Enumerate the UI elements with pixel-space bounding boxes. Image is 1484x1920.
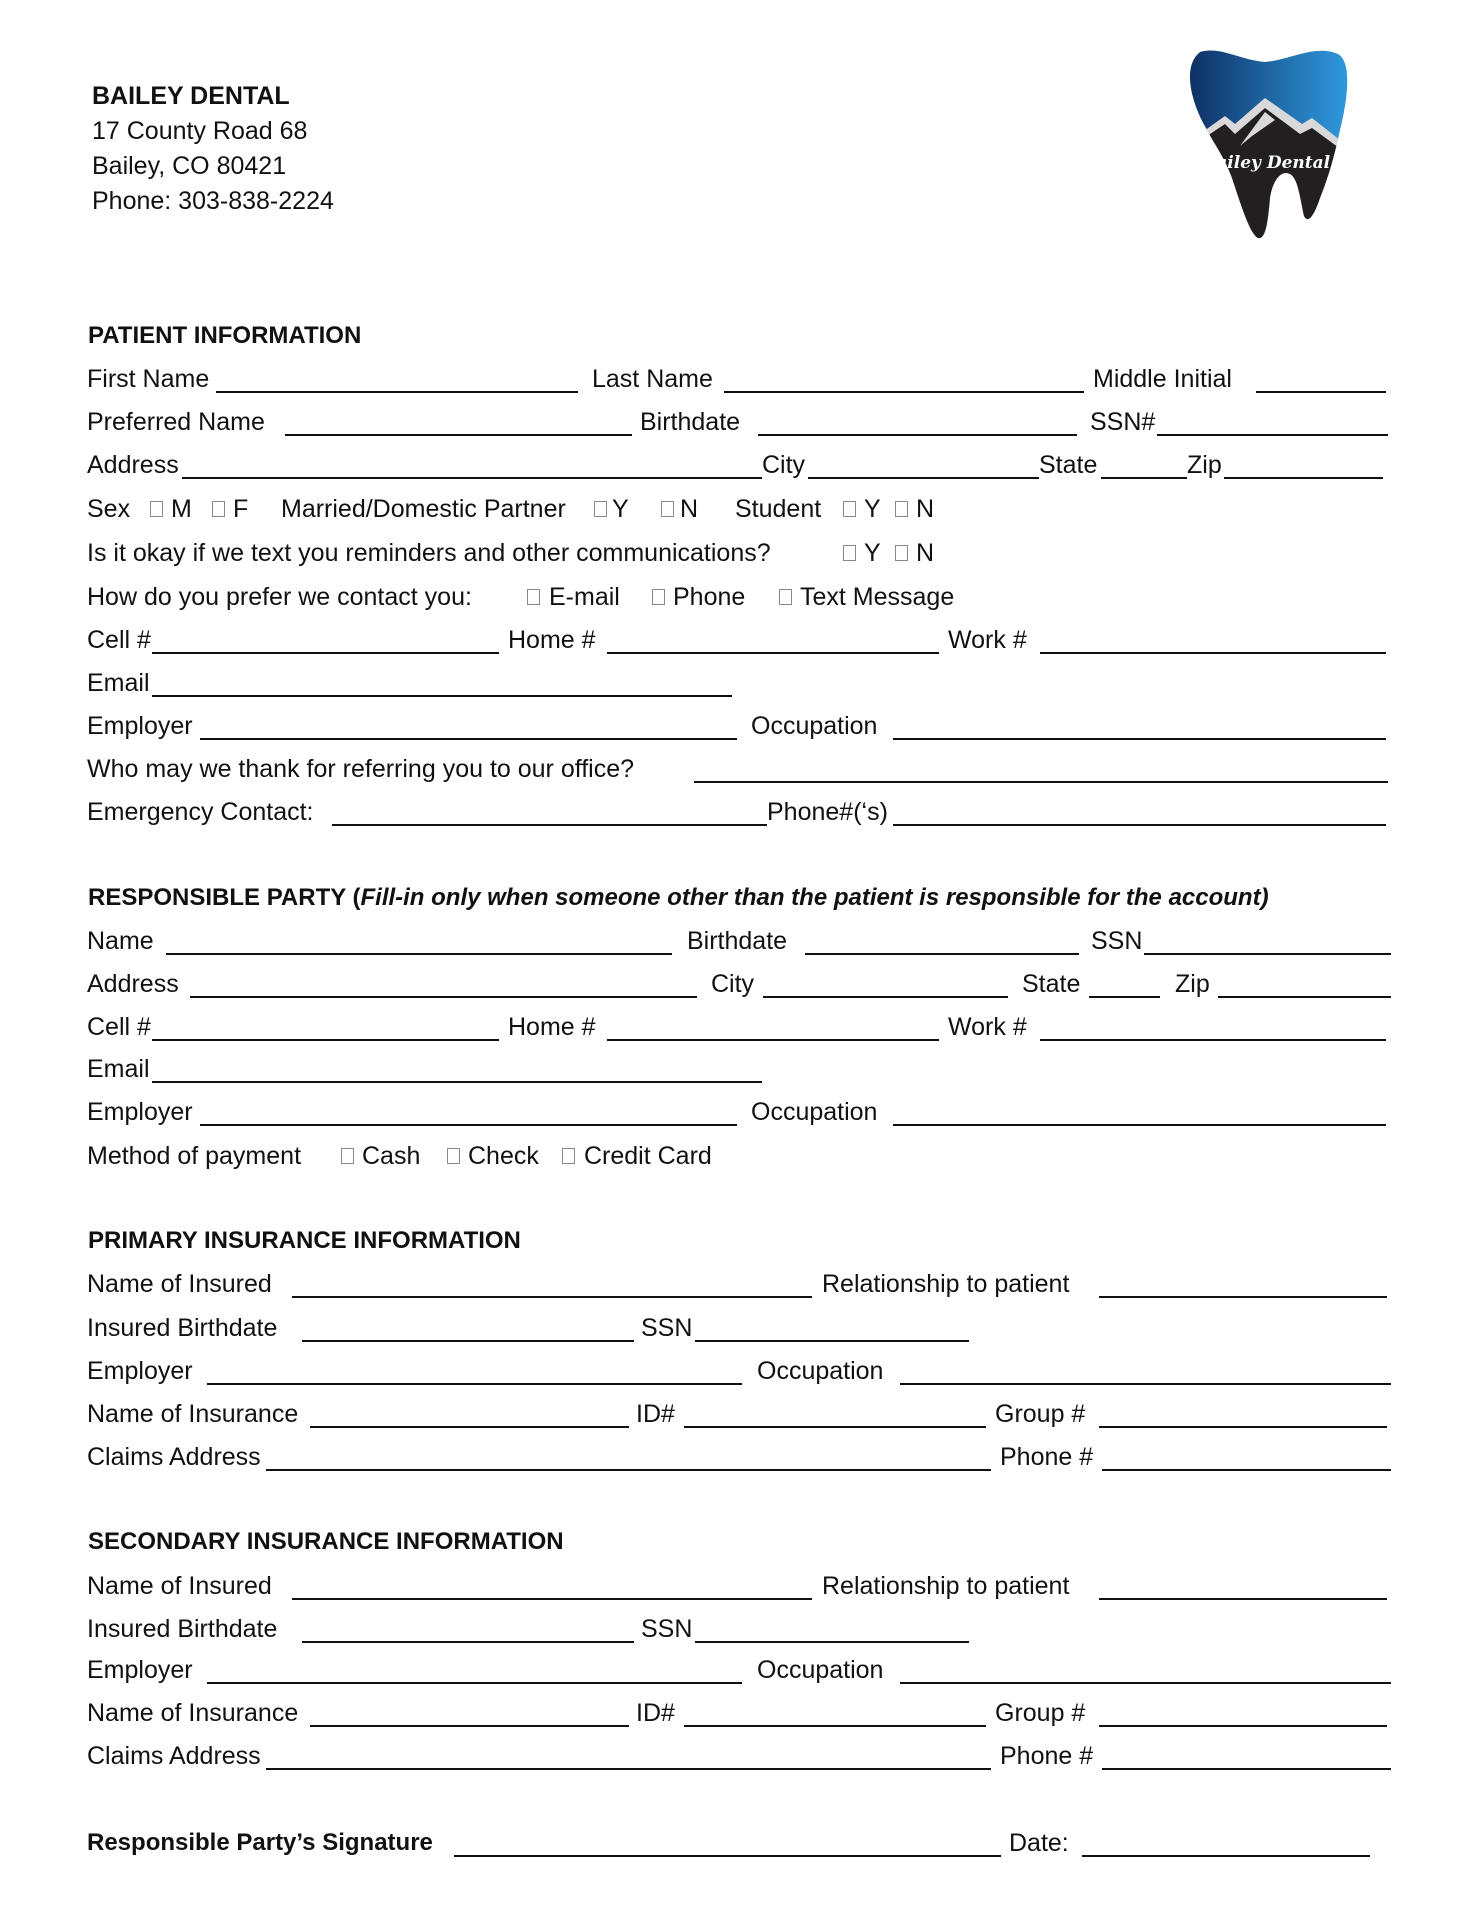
signature-row	[0, 1828, 1484, 1862]
text-consent-y-option: Y	[864, 539, 881, 567]
secondary-insured-row	[0, 1571, 1484, 1605]
sex-label: Sex	[87, 495, 131, 523]
referral-label: Who may we thank for referring you to our office?	[87, 755, 635, 783]
practice-address-line2: Bailey, CO 80421	[92, 152, 287, 180]
emergency-phone-label: Phone#(‘s)	[767, 798, 888, 826]
contact-phone-option: Phone	[673, 583, 746, 611]
patient-employer-row	[0, 711, 1484, 745]
address-field[interactable]	[182, 477, 762, 479]
state-field[interactable]	[1101, 477, 1187, 479]
married-y-option: Y	[612, 495, 629, 523]
rp-state-field[interactable]	[1089, 996, 1160, 998]
rp-cell-label: Cell #	[87, 1013, 151, 1041]
text-consent-n-checkbox[interactable]	[895, 545, 908, 561]
rp-email-label: Email	[87, 1055, 150, 1083]
si-phone-field[interactable]	[1102, 1768, 1391, 1770]
payment-cash-option: Cash	[362, 1142, 421, 1170]
pi-name-of-insured-field[interactable]	[292, 1296, 812, 1298]
si-id-label: ID#	[636, 1699, 675, 1727]
address-label: Address	[87, 451, 179, 479]
contact-preference-row	[0, 582, 1484, 616]
rp-ssn-label: SSN	[1091, 927, 1143, 955]
pi-ssn-field[interactable]	[695, 1340, 969, 1342]
pi-phone-label: Phone #	[1000, 1443, 1094, 1471]
married-n-checkbox[interactable]	[661, 501, 674, 517]
si-employer-field[interactable]	[207, 1682, 742, 1684]
signature-date-label: Date:	[1009, 1829, 1069, 1857]
emergency-contact-row	[0, 797, 1484, 831]
sex-m-checkbox[interactable]	[150, 501, 163, 517]
student-label: Student	[735, 495, 822, 523]
primary-birthdate-row	[0, 1313, 1484, 1347]
email-field[interactable]	[152, 695, 732, 697]
pi-occupation-label: Occupation	[757, 1357, 884, 1385]
rp-home-field[interactable]	[607, 1039, 939, 1041]
first-name-field[interactable]	[216, 391, 578, 393]
patient-email-row	[0, 668, 1484, 702]
patient-preferred-row	[0, 407, 1484, 441]
payment-credit-card-option: Credit Card	[584, 1142, 712, 1170]
state-label: State	[1039, 451, 1098, 479]
responsible-heading: RESPONSIBLE PARTY (	[88, 884, 361, 911]
preferred-name-label: Preferred Name	[87, 408, 265, 436]
section-heading-patient: PATIENT INFORMATION	[88, 322, 362, 349]
rp-work-field[interactable]	[1040, 1039, 1386, 1041]
city-field[interactable]	[808, 477, 1039, 479]
responsible-address-row	[0, 969, 1484, 1003]
birthdate-label: Birthdate	[640, 408, 741, 436]
student-n-option: N	[916, 495, 935, 523]
sex-m-option: M	[171, 495, 192, 523]
occupation-field[interactable]	[893, 738, 1386, 740]
contact-preference-label: How do you prefer we contact you:	[87, 583, 472, 611]
si-group-label: Group #	[995, 1699, 1086, 1727]
preferred-name-field[interactable]	[285, 434, 632, 436]
si-id-field[interactable]	[684, 1725, 986, 1727]
primary-insurance-name-row	[0, 1399, 1484, 1433]
text-consent-label: Is it okay if we text you reminders and other communications?	[87, 539, 771, 567]
married-y-checkbox[interactable]	[594, 501, 607, 517]
student-y-option: Y	[864, 495, 881, 523]
si-relationship-field[interactable]	[1099, 1598, 1387, 1600]
signature-field[interactable]	[454, 1855, 1001, 1857]
employer-field[interactable]	[200, 738, 737, 740]
ssn-field[interactable]	[1157, 434, 1388, 436]
rp-birthdate-label: Birthdate	[687, 927, 788, 955]
referral-field[interactable]	[694, 781, 1388, 783]
rp-city-field[interactable]	[763, 996, 1008, 998]
emergency-contact-label: Emergency Contact:	[87, 798, 314, 826]
rp-zip-label: Zip	[1175, 970, 1210, 998]
secondary-employer-row	[0, 1655, 1484, 1689]
secondary-claims-row	[0, 1741, 1484, 1775]
pi-relationship-label: Relationship to patient	[822, 1270, 1070, 1298]
emergency-contact-field[interactable]	[332, 824, 767, 826]
pi-employer-label: Employer	[87, 1357, 193, 1385]
si-claims-address-field[interactable]	[266, 1768, 991, 1770]
last-name-label: Last Name	[592, 365, 713, 393]
pi-phone-field[interactable]	[1102, 1469, 1391, 1471]
payment-check-option: Check	[468, 1142, 539, 1170]
secondary-insurance-name-row	[0, 1698, 1484, 1732]
pi-claims-address-label: Claims Address	[87, 1443, 261, 1471]
signature-label: Responsible Party’s Signature	[87, 1829, 433, 1856]
rp-name-label: Name	[87, 927, 154, 955]
zip-label: Zip	[1187, 451, 1222, 479]
pi-ssn-label: SSN	[641, 1314, 693, 1342]
si-name-of-insured-label: Name of Insured	[87, 1572, 272, 1600]
payment-check-checkbox[interactable]	[447, 1148, 460, 1164]
text-consent-row	[0, 538, 1484, 572]
si-name-of-insured-field[interactable]	[292, 1598, 812, 1600]
responsible-email-row	[0, 1054, 1484, 1088]
married-label: Married/Domestic Partner	[281, 495, 566, 523]
rp-cell-field[interactable]	[152, 1039, 499, 1041]
rp-work-label: Work #	[948, 1013, 1027, 1041]
responsible-heading-note: Fill-in only when someone other than the patient is responsible for the account)	[360, 884, 1269, 911]
payment-method-row	[0, 1141, 1484, 1175]
si-insurance-name-field[interactable]	[310, 1725, 629, 1727]
work-field[interactable]	[1040, 652, 1386, 654]
pi-occupation-field[interactable]	[900, 1383, 1391, 1385]
si-group-field[interactable]	[1099, 1725, 1387, 1727]
rp-occupation-field[interactable]	[893, 1124, 1386, 1126]
patient-status-row	[0, 494, 1484, 528]
si-phone-label: Phone #	[1000, 1742, 1094, 1770]
responsible-employer-row	[0, 1097, 1484, 1131]
patient-name-row	[0, 364, 1484, 398]
city-label: City	[762, 451, 806, 479]
practice-phone: Phone: 303-838-2224	[92, 187, 334, 215]
rp-city-label: City	[711, 970, 755, 998]
pi-birthdate-label: Insured Birthdate	[87, 1314, 278, 1342]
si-occupation-label: Occupation	[757, 1656, 884, 1684]
sex-f-checkbox[interactable]	[212, 501, 225, 517]
pi-insurance-name-field[interactable]	[310, 1426, 629, 1428]
si-relationship-label: Relationship to patient	[822, 1572, 1070, 1600]
cell-field[interactable]	[152, 652, 499, 654]
rp-email-field[interactable]	[152, 1081, 762, 1083]
si-employer-label: Employer	[87, 1656, 193, 1684]
practice-address-line1: 17 County Road 68	[92, 117, 308, 145]
rp-home-label: Home #	[508, 1013, 596, 1041]
pi-birthdate-field[interactable]	[302, 1340, 634, 1342]
home-label: Home #	[508, 626, 596, 654]
text-consent-n-option: N	[916, 539, 935, 567]
zip-field[interactable]	[1224, 477, 1383, 479]
pi-name-of-insured-label: Name of Insured	[87, 1270, 272, 1298]
patient-phone-row	[0, 625, 1484, 659]
si-ssn-label: SSN	[641, 1615, 693, 1643]
student-n-checkbox[interactable]	[895, 501, 908, 517]
bailey-dental-logo	[1180, 48, 1350, 242]
birthdate-field[interactable]	[758, 434, 1077, 436]
rp-state-label: State	[1022, 970, 1081, 998]
pi-relationship-field[interactable]	[1099, 1296, 1387, 1298]
si-ssn-field[interactable]	[695, 1641, 969, 1643]
si-claims-address-label: Claims Address	[87, 1742, 261, 1770]
contact-text-checkbox[interactable]	[779, 589, 792, 605]
pi-employer-field[interactable]	[207, 1383, 742, 1385]
payment-method-label: Method of payment	[87, 1142, 302, 1170]
contact-email-option: E-mail	[549, 583, 620, 611]
payment-cash-checkbox[interactable]	[341, 1148, 354, 1164]
rp-employer-label: Employer	[87, 1098, 193, 1126]
primary-employer-row	[0, 1356, 1484, 1390]
section-heading-primary-insurance: PRIMARY INSURANCE INFORMATION	[88, 1227, 521, 1254]
last-name-field[interactable]	[724, 391, 1084, 393]
contact-email-checkbox[interactable]	[527, 589, 540, 605]
responsible-phone-row	[0, 1012, 1484, 1046]
student-y-checkbox[interactable]	[843, 501, 856, 517]
si-occupation-field[interactable]	[900, 1682, 1391, 1684]
secondary-birthdate-row	[0, 1614, 1484, 1648]
primary-insured-row	[0, 1269, 1484, 1303]
emergency-phone-field[interactable]	[893, 824, 1386, 826]
married-n-option: N	[680, 495, 699, 523]
rp-employer-field[interactable]	[200, 1124, 737, 1126]
pi-insurance-name-label: Name of Insurance	[87, 1400, 299, 1428]
si-insurance-name-label: Name of Insurance	[87, 1699, 299, 1727]
section-heading-secondary-insurance: SECONDARY INSURANCE INFORMATION	[88, 1528, 564, 1555]
middle-initial-label: Middle Initial	[1093, 365, 1232, 393]
pi-id-field[interactable]	[684, 1426, 986, 1428]
si-birthdate-label: Insured Birthdate	[87, 1615, 278, 1643]
rp-address-field[interactable]	[190, 996, 697, 998]
section-heading-responsible	[88, 883, 1269, 913]
ssn-label: SSN#	[1090, 408, 1156, 436]
tooth-logo-icon	[1180, 48, 1350, 242]
home-field[interactable]	[607, 652, 939, 654]
si-birthdate-field[interactable]	[302, 1641, 634, 1643]
patient-address-row	[0, 450, 1484, 484]
occupation-label: Occupation	[751, 712, 878, 740]
first-name-label: First Name	[87, 365, 210, 393]
primary-claims-row	[0, 1442, 1484, 1476]
rp-occupation-label: Occupation	[751, 1098, 878, 1126]
payment-credit-card-checkbox[interactable]	[562, 1148, 575, 1164]
sex-f-option: F	[233, 495, 249, 523]
rp-name-field[interactable]	[166, 953, 672, 955]
rp-zip-field[interactable]	[1218, 996, 1391, 998]
contact-text-option: Text Message	[800, 583, 955, 611]
email-label: Email	[87, 669, 150, 697]
employer-label: Employer	[87, 712, 193, 740]
work-label: Work #	[948, 626, 1027, 654]
cell-label: Cell #	[87, 626, 151, 654]
rp-address-label: Address	[87, 970, 179, 998]
logo-text: Bailey Dental	[1201, 153, 1331, 173]
contact-phone-checkbox[interactable]	[652, 589, 665, 605]
pi-group-field[interactable]	[1099, 1426, 1387, 1428]
middle-initial-field[interactable]	[1256, 391, 1386, 393]
pi-group-label: Group #	[995, 1400, 1086, 1428]
signature-date-field[interactable]	[1082, 1855, 1370, 1857]
responsible-name-row	[0, 926, 1484, 960]
pi-claims-address-field[interactable]	[266, 1469, 991, 1471]
referral-row	[0, 754, 1484, 788]
rp-ssn-field[interactable]	[1144, 953, 1391, 955]
pi-id-label: ID#	[636, 1400, 675, 1428]
rp-birthdate-field[interactable]	[805, 953, 1079, 955]
practice-name: BAILEY DENTAL	[92, 82, 290, 110]
text-consent-y-checkbox[interactable]	[843, 545, 856, 561]
